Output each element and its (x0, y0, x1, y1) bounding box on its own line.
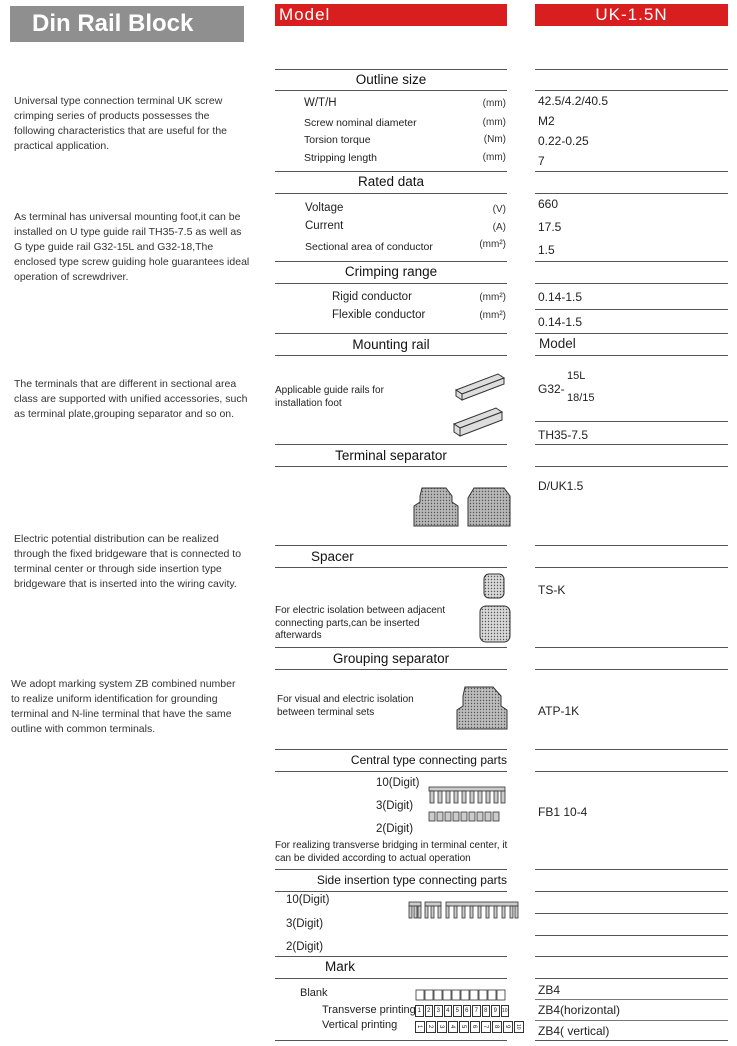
mark-digit: 6 (470, 1021, 480, 1033)
mark-strip-vertical (415, 1021, 521, 1033)
mark-digit: 5 (453, 1005, 462, 1017)
section-central-connecting: Central type connecting parts (350, 753, 507, 767)
mark-digit: 3 (437, 1021, 447, 1033)
mark-strip-blank (415, 988, 509, 1006)
spacer-text: For electric isolation between adjacent connecting parts,can be inserted afterwards (275, 605, 446, 641)
mark-label-vertical: Vertical printing (322, 1019, 398, 1031)
outline-unit-screw: (mm) (482, 117, 506, 128)
section-rated-data: Rated data (357, 174, 425, 189)
mark-digit: 3 (434, 1005, 443, 1017)
mark-value-blank: ZB4 (538, 983, 561, 997)
crimping-unit-rigid: (mm²) (479, 292, 506, 303)
central-10-digit: 10(Digit) (376, 777, 420, 789)
outline-value-torque: 0.22-0.25 (538, 134, 589, 148)
mounting-model-label: Model (539, 336, 576, 351)
mark-digit: 9 (503, 1021, 513, 1033)
page-title: Din Rail Block (10, 6, 244, 42)
mounting-th: TH35-7.5 (538, 428, 589, 442)
mark-label-blank: Blank (300, 987, 328, 999)
side-2-digit: 2(Digit) (286, 941, 324, 953)
model-header: Model (275, 4, 507, 26)
outline-label-wth: W/T/H (304, 97, 337, 109)
mark-digit: 10 (514, 1021, 524, 1033)
mark-label-transverse: Transverse printing (322, 1004, 416, 1016)
mark-digit: 2 (426, 1021, 436, 1033)
outline-unit-torque: (Nm) (483, 134, 506, 145)
guide-rail-icon (448, 368, 510, 440)
section-mounting-rail: Mounting rail (352, 337, 430, 352)
outline-unit-strip: (mm) (482, 152, 506, 163)
rated-value-section: 1.5 (538, 243, 555, 257)
rated-label-section: Sectional area of conductor (305, 241, 433, 253)
mark-digit: 8 (492, 1021, 502, 1033)
separator-value: D/UK1.5 (538, 479, 584, 493)
side-3-digit: 3(Digit) (286, 918, 324, 930)
mounting-g-prefix: G32- (538, 382, 565, 396)
rated-unit-section: (mm²) (479, 239, 506, 250)
rated-unit-current: (A) (492, 222, 506, 233)
spacer-icon (478, 572, 512, 646)
crimping-value-flexible: 0.14-1.5 (538, 315, 583, 329)
side-connector-icon (408, 900, 520, 922)
grouping-value: ATP-1K (538, 704, 580, 718)
rated-value-voltage: 660 (538, 197, 559, 211)
outline-label-torque: Torsion torque (304, 134, 371, 146)
outline-unit-wth: (mm) (482, 98, 506, 109)
section-crimping-range: Crimping range (344, 264, 438, 279)
outline-label-strip: Stripping length (304, 152, 377, 164)
section-grouping-separator: Grouping separator (332, 651, 450, 666)
mark-digit: 6 (463, 1005, 472, 1017)
mark-value-transverse: ZB4(horizontal) (538, 1003, 621, 1017)
description-3: The terminals that are different in sectional area class are supported with unified accessories, such as terminal plate,grouping separator and so on. (14, 378, 248, 420)
rated-label-voltage: Voltage (305, 202, 344, 214)
mark-digit: 4 (444, 1005, 453, 1017)
rated-label-current: Current (305, 220, 344, 232)
description-4: Electric potential distribution can be realized through the fixed bridgeware that is connected to terminal center or through side insertion type bridgeware that is inserted into the wiring cavity. (14, 533, 242, 590)
crimping-unit-flexible: (mm²) (479, 310, 506, 321)
mark-digit: 7 (472, 1005, 481, 1017)
rated-unit-voltage: (V) (492, 204, 506, 215)
section-mark: Mark (325, 959, 355, 974)
description-2: As terminal has universal mounting foot,it can be installed on U type guide rail TH35-7.5 as well as G type guide rail G32-15L and G32-18,The enclosed type screw guiding hole guarantees ideal operation of screwdriver. (14, 211, 250, 283)
crimping-label-flexible: Flexible conductor (332, 309, 426, 321)
central-value: FB1 10-4 (538, 805, 588, 819)
grouping-text: For visual and electric isolation between terminal sets (277, 694, 414, 718)
central-text: For realizing transverse bridging in terminal center, it can be divided according to actual operation (275, 840, 508, 864)
grouping-separator-icon (455, 684, 509, 732)
outline-value-wth: 42.5/4.2/40.5 (538, 94, 609, 108)
mark-digit: 7 (481, 1021, 491, 1033)
mark-digit: 4 (448, 1021, 458, 1033)
mark-strip-transverse (415, 1005, 509, 1017)
crimping-label-rigid: Rigid conductor (332, 291, 412, 303)
mounting-g-sup: 15L (567, 370, 586, 382)
description-5: We adopt marking system ZB combined number to realize uniform identification for grounding terminal and N-line terminal that have the same outline with common terminals. (11, 678, 236, 735)
mark-digit: 9 (491, 1005, 500, 1017)
rated-value-current: 17.5 (538, 220, 562, 234)
outline-value-screw: M2 (538, 114, 555, 128)
crimping-value-rigid: 0.14-1.5 (538, 290, 583, 304)
central-connector-icon (428, 786, 508, 824)
central-2-digit: 2(Digit) (376, 823, 414, 835)
mounting-text: Applicable guide rails for installation foot (275, 385, 384, 409)
mark-digit: 1 (415, 1021, 425, 1033)
side-10-digit: 10(Digit) (286, 894, 330, 906)
terminal-separator-icon (412, 484, 518, 532)
section-terminal-separator: Terminal separator (335, 448, 447, 463)
mounting-g-sub: 18/15 (567, 392, 595, 404)
mark-digit: 10 (501, 1005, 510, 1017)
mark-value-vertical: ZB4( vertical) (538, 1024, 610, 1038)
central-3-digit: 3(Digit) (376, 800, 414, 812)
mark-digit: 5 (459, 1021, 469, 1033)
mark-digit: 1 (415, 1005, 424, 1017)
outline-label-screw: Screw nominal diameter (304, 117, 417, 129)
section-spacer: Spacer (311, 549, 354, 564)
mark-digit: 2 (425, 1005, 434, 1017)
outline-value-strip: 7 (538, 154, 545, 168)
description-1: Universal type connection terminal UK screw crimping series of products possesses the following characteristics that are useful for the practical application. (14, 95, 228, 152)
mark-digit: 8 (482, 1005, 491, 1017)
section-side-insertion: Side insertion type connecting parts (316, 873, 507, 887)
section-outline-size: Outline size (355, 72, 427, 87)
spacer-value: TS-K (538, 583, 566, 597)
model-value-header: UK-1.5N (535, 4, 728, 26)
